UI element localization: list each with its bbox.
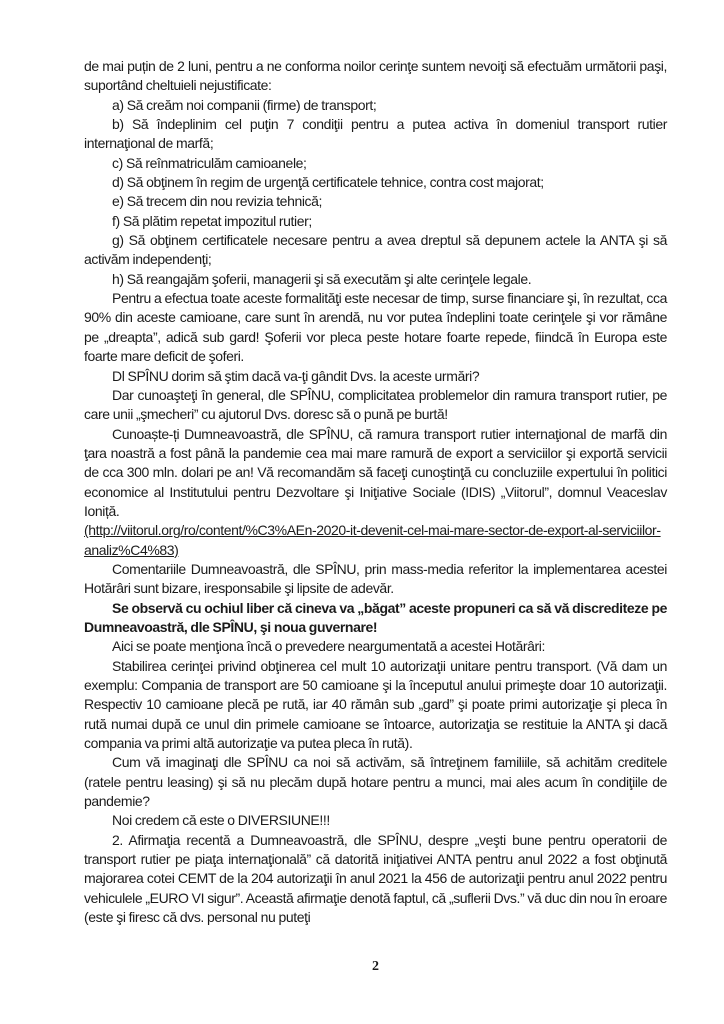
page-number: 2	[372, 959, 379, 974]
paragraph: Pentru a efectua toate aceste formalităţi este necesar de timp, surse financiare şi, în rezultat, cca 90% din aceste camioane, care sunt în arendă, nu vor putea îndeplini toate cerinţele şi vor rămâne pe „dreapta”, adică sub gard! Şoferii vor pleca peste hotare foarte repede, fiindcă în Europa este foarte mare deficit de şoferi.	[84, 290, 667, 365]
paragraph: Dl SPÎNU dorim să ştim dacă va-ţi gândit Dvs. la aceste urmări?	[112, 367, 480, 384]
paragraph: Stabilirea cerinţei privind obţinerea cel mult 10 autorizaţii unitare pentru transport. (Vă dam un exemplu: Compania de transport are 50 camioane şi la începutul anului primeşte doar 10 autorizaţii. Respectiv 10 camioane plecă pe rută, iar 40 rămân sub „gard” şi poate primi autorizaţie şi pleca în rută numai după ce unul din primele camioane se întoarce, autorizaţia se restituie la ANTA şi dacă compania va primi altă autorizaţie va putea pleca în rută).	[84, 657, 667, 752]
list-item-e: e) Să trecem din nou revizia tehnică;	[112, 193, 323, 210]
paragraph: Aici se poate menţiona încă o prevedere neargumentată a acestei Hotărâri:	[112, 638, 545, 655]
hyperlink-url[interactable]: (http://viitorul.org/ro/content/%C3%AEn-2020-it-devenit-cel-mai-mare-sector-de-export-al-serviciilor-analiz%C4%83)	[84, 522, 661, 558]
list-item-d: d) Să obţinem în regim de urgenţă certificatele tehnice, contra cost majorat;	[112, 174, 544, 191]
list-item-a: a) Să creăm noi companii (firme) de transport;	[112, 96, 377, 113]
paragraph-continuation: de mai puțin de 2 luni, pentru a ne conforma noilor cerinţe suntem nevoiţi să efectuăm următorii paşi, suportând cheltuieli nejustificate:	[84, 58, 667, 94]
paragraph: 2. Afirmaţia recentă a Dumneavoastră, dle SPÎNU, despre „veşti bune pentru operatorii de transport rutier pe piaţa internaţională” că datorită iniţiativei ANTA pentru anul 2022 a fost obţinută majorarea cotei CEMT de la 204 autorizaţii în anul 2021 la 456 de autorizaţii pentru anul 2022 pentru vehiculele „EURO VI sigur”. Această afirmaţie denotă faptul, că „suflerii Dvs.” vă duc din nou în eroare (este şi firesc că dvs. personal nu puteţi	[84, 831, 667, 926]
list-item-b: b) Să îndeplinim cel puţin 7 condiţii pentru a putea activa în domeniul transport rutier internaţional de marfă;	[84, 116, 667, 152]
list-item-c: c) Să reînmatriculăm camioanele;	[112, 154, 307, 171]
paragraph: Dar cunoaşteţi în general, dle SPÎNU, complicitatea problemelor din ramura transport rutier, pe care unii „şmecheri” cu ajutorul Dvs. doresc să o pună pe burtă!	[84, 386, 667, 423]
paragraph-bold-emphasis: Se observă cu ochiul liber că cineva va „băgat” aceste propuneri ca să vă discrediteze pe Dumneavoastră, dle SPÎNU, şi noua guvernare!	[84, 599, 667, 635]
paragraph: Comentariile Dumneavoastră, dle SPÎNU, prin mass-media referitor la implementarea acestei Hotărâri sunt bizare, iresponsabile şi lipsite de adevăr.	[84, 560, 667, 597]
document-body	[84, 57, 667, 927]
paragraph: Cum vă imaginaţi dle SPÎNU ca noi să activăm, să întreţinem familiile, să achităm creditele (ratele pentru leasing) şi să nu plecăm după hotare pentru a munci, mai ales acum în condiţiile de pandemie?	[84, 754, 667, 810]
paragraph: Noi credem că este o DIVERSIUNE!!!	[112, 812, 330, 829]
list-item-g: g) Să obţinem certificatele necesare pentru a avea dreptul să depunem actele la ANTA şi să activăm independenţi;	[84, 232, 667, 268]
paragraph: Cunoaște-ți Dumneavoastră, dle SPÎNU, că ramura transport rutier internaţional de marfă din ţara noastră a fost până la pandemie cea mai mare ramură de export a serviciilor şi exportă servicii de cca 300 mln. dolari pe an! Vă recomandăm să faceţi cunoştinţă cu concluziile expertului în politici economice al Institutului pentru Dezvoltare şi Iniţiative Sociale (IDIS) „Viitorul”, domnul Veaceslav Ioniță.	[84, 425, 667, 519]
list-item-h: h) Să reangajăm şoferii, managerii şi să executăm şi alte cerinţele legale.	[112, 270, 532, 287]
list-item-f: f) Să plătim repetat impozitul rutier;	[112, 212, 312, 229]
